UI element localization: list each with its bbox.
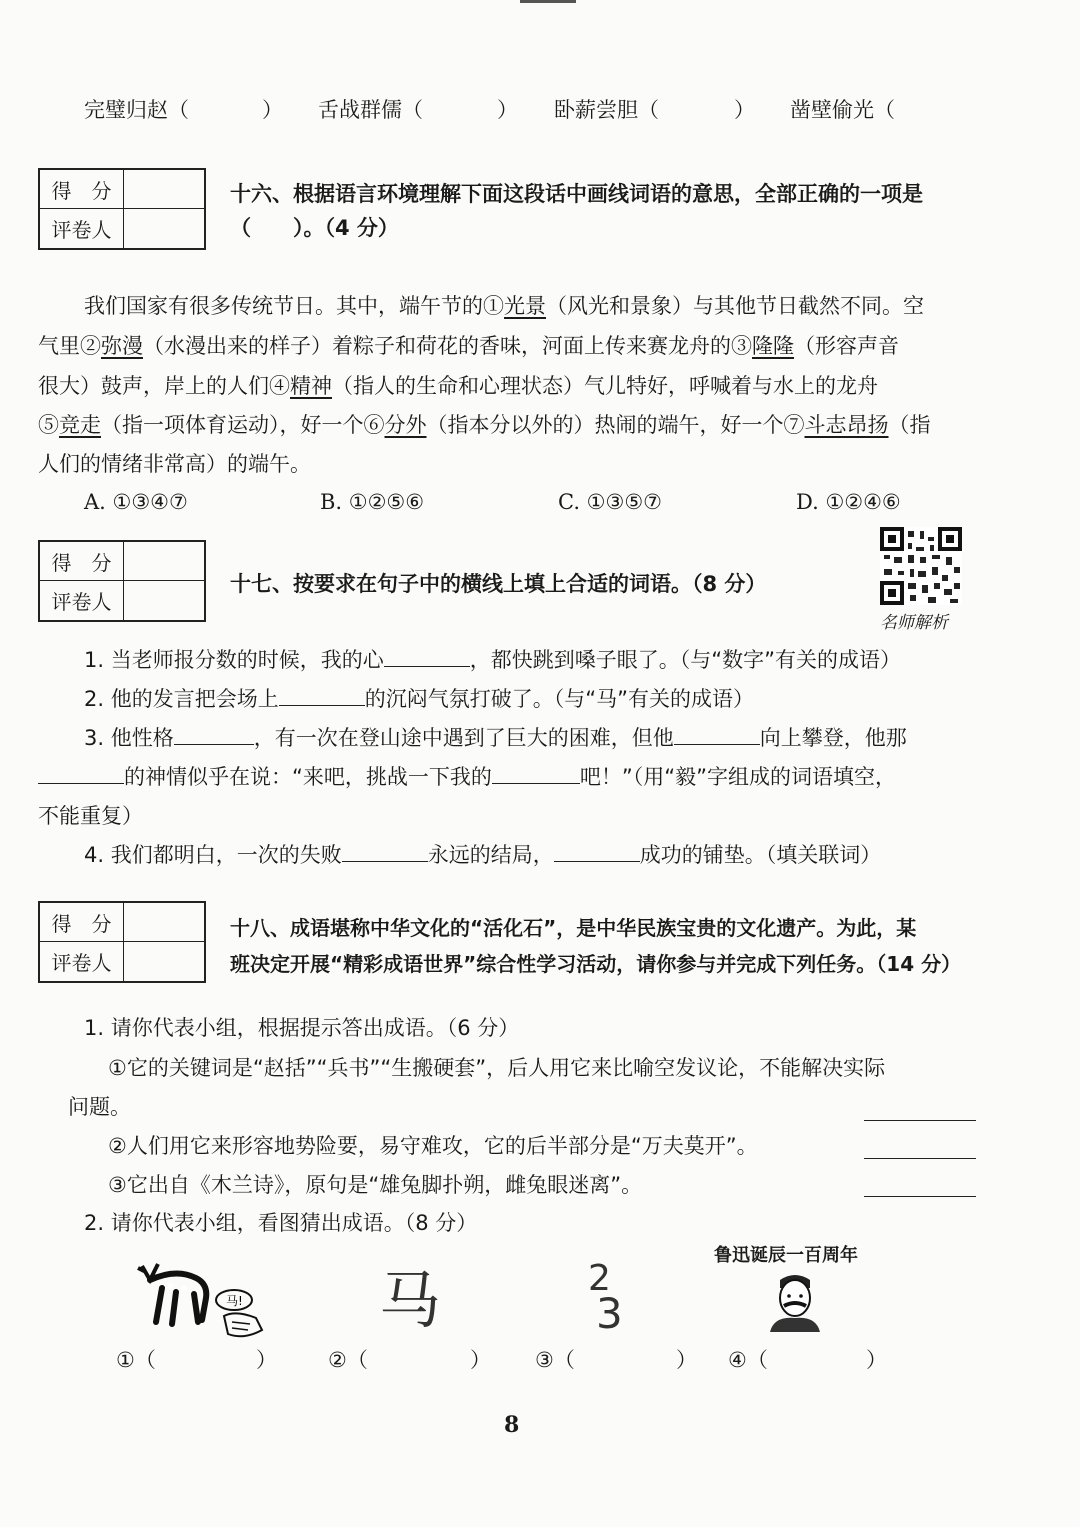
answer-blank[interactable]	[384, 646, 470, 667]
q18-title-line2: 班决定开展“精彩成语世界”综合性学习活动，请你参与并完成下列任务。（14 分）	[230, 952, 962, 976]
q16-para-line1	[84, 292, 924, 320]
q16-option-c[interactable]: C. ①③⑤⑦	[558, 490, 662, 514]
text: ⑤	[38, 413, 59, 437]
text: （风光和景象）与其他节日截然不同。空	[546, 294, 924, 318]
text: 吧！”（用“毅”字组成的词语填空，	[579, 765, 897, 789]
text: 3. 他性格	[84, 726, 174, 750]
text: （水漫出来的样子）着粽子和荷花的香味，河面上传来赛龙舟的③	[143, 334, 752, 358]
q17-title: 十七、按要求在句子中的横线上填上合适的词语。（8 分）	[230, 572, 767, 596]
q16-para-line4	[38, 411, 931, 439]
answer-line-1[interactable]	[864, 1120, 976, 1121]
idiom-4: 凿壁偷光（	[790, 98, 895, 122]
text: （指一项体育运动），好一个⑥	[101, 413, 385, 437]
text: 向上攀登，他那	[759, 726, 907, 750]
grader-label: 评卷人	[40, 581, 124, 620]
deer-pointing-picture	[136, 1258, 268, 1342]
score-label: 得 分	[40, 903, 124, 942]
q18-sub1-c: ③它出自《木兰诗》，原句是“雄兔脚扑朔，雌兔眼迷离”。	[108, 1173, 643, 1197]
score-label: 得 分	[40, 542, 124, 581]
grader-cell[interactable]	[124, 209, 204, 248]
bubble-text: 马!	[226, 1294, 243, 1308]
qr-caption: 名师解析	[880, 613, 948, 633]
text: 2. 他的发言把会场上	[84, 687, 279, 711]
underlined-word: 弥漫	[101, 334, 143, 358]
idiom-2-close: ）	[497, 98, 518, 122]
answer-blank[interactable]	[674, 724, 760, 745]
q16-option-d[interactable]: D. ①②④⑥	[796, 490, 901, 514]
pic-4-open: ④（	[728, 1348, 768, 1372]
text: 我们国家有很多传统节日。其中，端午节的①	[84, 294, 504, 318]
pic-2-open: ②（	[328, 1348, 368, 1372]
character-puzzle-picture	[374, 1262, 446, 1334]
underlined-word: 隆隆	[752, 334, 794, 358]
underlined-word: 竞走	[59, 413, 101, 437]
pic-1-close: ）	[256, 1348, 277, 1372]
idiom-2: 舌战群儒（	[318, 98, 423, 122]
q17-item3-end: 不能重复）	[38, 804, 143, 828]
numbers-puzzle-picture	[584, 1256, 640, 1336]
q16-option-b[interactable]: B. ①②⑤⑥	[320, 490, 425, 514]
portrait-picture	[766, 1270, 824, 1332]
answer-blank[interactable]	[279, 685, 365, 706]
q18-sub1-a: ①它的关键词是“赵括”“兵书”“生搬硬套”，后人用它来比喻空发议论，不能解决实际	[108, 1056, 886, 1080]
pic-4-close: ）	[866, 1348, 887, 1372]
score-cell[interactable]	[124, 170, 204, 209]
digit-3: 3	[596, 1289, 623, 1336]
idiom-3: 卧薪尝胆（	[554, 98, 659, 122]
text: 的神情似乎在说：“来吧，挑战一下我的	[124, 765, 492, 789]
q16-para-line2	[38, 332, 899, 360]
text: 1. 当老师报分数的时候，我的心	[84, 648, 384, 672]
text: （指本分以外的）热闹的端午，好一个⑦	[426, 413, 805, 437]
top-scan-mark	[520, 0, 576, 3]
score-cell[interactable]	[124, 542, 204, 581]
pic-3-open: ③（	[535, 1348, 575, 1372]
digit-2: 2	[588, 1258, 611, 1299]
answer-line-3[interactable]	[864, 1196, 976, 1197]
text: （形容声音	[794, 334, 899, 358]
text: 很大）鼓声，岸上的人们④	[38, 374, 290, 398]
text: 的沉闷气氛打破了。（与“马”有关的成语）	[364, 687, 754, 711]
answer-blank[interactable]	[38, 763, 124, 784]
puzzle-character: 马	[378, 1264, 442, 1334]
pic-1-open: ①（	[116, 1348, 156, 1372]
q17-item3	[84, 724, 907, 752]
underlined-word: 斗志昂扬	[804, 413, 889, 437]
text: 永远的结局，	[427, 843, 554, 867]
page-number: 8	[504, 1412, 520, 1438]
q16-title-line2: （ ）。（4 分）	[230, 216, 399, 240]
score-label: 得 分	[40, 170, 124, 209]
q18-sub1-a-cont: 问题。	[68, 1095, 131, 1119]
pic-2-close: ）	[470, 1348, 491, 1372]
q17-item1	[84, 646, 901, 674]
q16-title-line1: 十六、根据语言环境理解下面这段话中画线词语的意思，全部正确的一项是	[230, 182, 923, 206]
q18-sub2: 2. 请你代表小组，看图猜出成语。（8 分）	[84, 1211, 478, 1235]
q17-item2	[84, 685, 754, 713]
idiom-1-close: ）	[262, 98, 283, 122]
answer-line-2[interactable]	[864, 1158, 976, 1159]
q17-item3-cont	[38, 763, 896, 791]
text: 4. 我们都明白，一次的失败	[84, 843, 342, 867]
q17-item4	[84, 841, 881, 869]
text: 气里②	[38, 334, 101, 358]
score-box-q18	[38, 901, 206, 983]
portrait-caption: 鲁迅诞辰一百周年	[714, 1245, 858, 1266]
score-cell[interactable]	[124, 903, 204, 942]
q16-para-line3	[38, 372, 878, 400]
underlined-word: 光景	[504, 294, 546, 318]
grader-cell[interactable]	[124, 942, 204, 981]
score-box-q17	[38, 540, 206, 622]
text: 成功的铺垫。（填关联词）	[639, 843, 882, 867]
pic-3-close: ）	[676, 1348, 697, 1372]
answer-blank[interactable]	[492, 763, 580, 784]
text: （指	[888, 413, 931, 437]
q18-sub1: 1. 请你代表小组，根据提示答出成语。（6 分）	[84, 1016, 520, 1040]
q18-title-line1: 十八、成语堪称中华文化的“活化石”，是中华民族宝贵的文化遗产。为此，某	[230, 916, 917, 940]
text: ，都快跳到嗓子眼了。（与“数字”有关的成语）	[469, 648, 901, 672]
text: ，有一次在登山途中遇到了巨大的困难，但他	[253, 726, 674, 750]
q18-sub1-b: ②人们用它来形容地势险要，易守难攻，它的后半部分是“万夫莫开”。	[108, 1134, 758, 1158]
underlined-word: 精神	[290, 374, 332, 398]
score-box-q16	[38, 168, 206, 250]
grader-label: 评卷人	[40, 942, 124, 981]
answer-blank[interactable]	[342, 841, 428, 862]
qr-code-icon[interactable]	[880, 527, 962, 605]
underlined-word: 分外	[384, 413, 427, 437]
grader-cell[interactable]	[124, 581, 204, 620]
idiom-1: 完璧归赵（	[84, 98, 189, 122]
idiom-3-close: ）	[734, 98, 755, 122]
answer-blank[interactable]	[554, 841, 640, 862]
text: （指人的生命和心理状态）气儿特好，呼喊着与水上的龙舟	[332, 374, 878, 398]
grader-label: 评卷人	[40, 209, 124, 248]
q16-option-a[interactable]: A. ①③④⑦	[84, 490, 188, 514]
q16-para-line5: 人们的情绪非常高）的端午。	[38, 452, 311, 476]
answer-blank[interactable]	[174, 724, 254, 745]
